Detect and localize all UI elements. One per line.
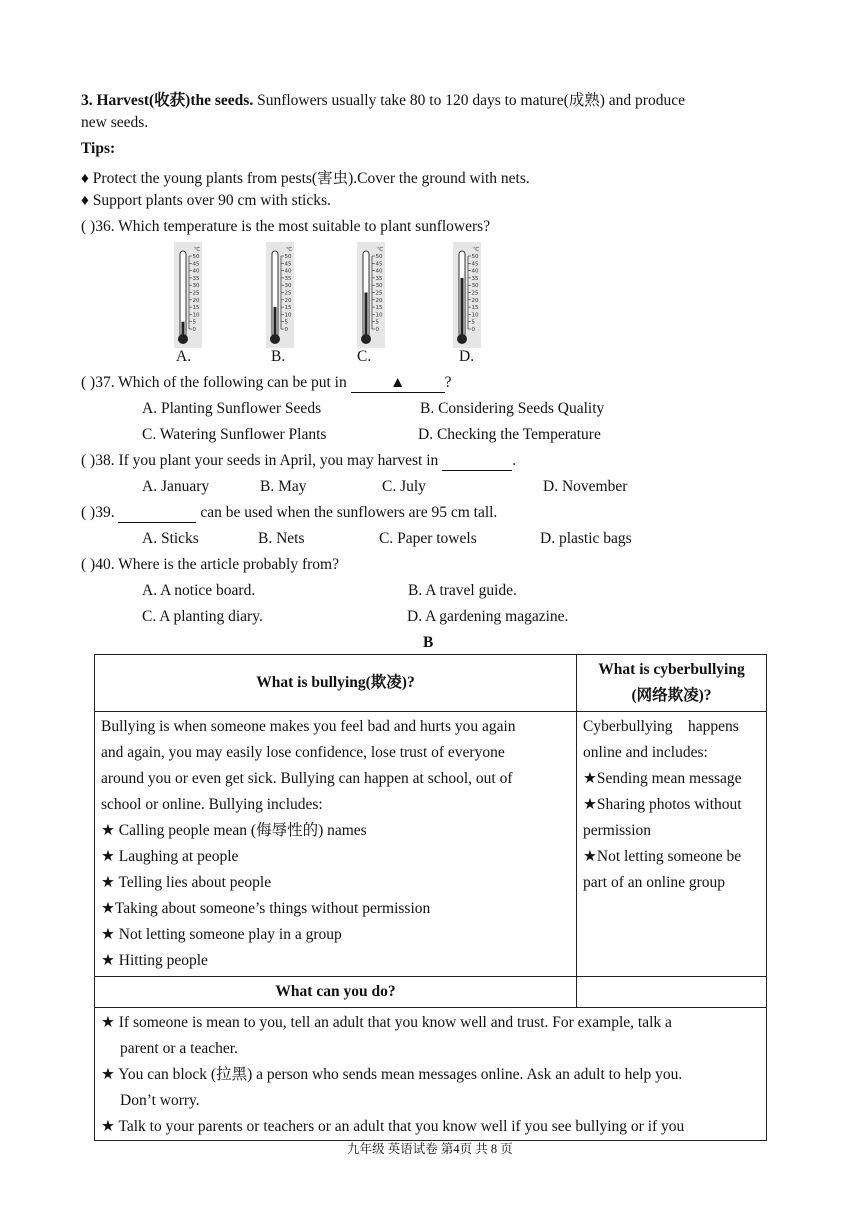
thermometer-tick-label: 0 [192,327,196,333]
thermometer-unit: ℃ [194,247,201,253]
q38-option-c: C. July [382,478,426,495]
q37-option-c: C. Watering Sunflower Plants [142,426,327,443]
thermometer-tick-label: 15 [375,305,383,312]
thermometer-tick-label: 30 [192,283,200,290]
blank-triangle: ▲ [351,374,445,393]
thermometer-tick-label: 45 [375,261,383,268]
thermometer-tick-label: 35 [284,275,292,282]
list-item: ★ Hitting people [101,952,208,969]
answer-paren: ( ) [81,218,96,235]
list-item: ★Not letting someone be [583,848,742,865]
list-item: ★ Laughing at people [101,848,239,865]
question-36-stem: 36. Which temperature is the most suitable to plant sunflowers? [95,218,491,235]
thermometer-label-b: B. [271,348,286,365]
thermometer-tick-label: 20 [192,297,200,304]
q40-option-a: A. A notice board. [142,582,256,599]
thermometer-unit: ℃ [377,247,384,253]
thermometer-label-a: A. [176,348,192,365]
thermometer-mercury [365,293,368,340]
bullying-table [94,654,767,1141]
page-footer: 九年级 英语试卷 第4页 共 8 页 [347,1142,513,1156]
thermometer-tick-label: 45 [192,261,200,268]
question-40: ( )40. Where is the article probably from? [81,556,339,573]
thermometer-tick-label: 20 [375,297,383,304]
thermometer-a [174,242,202,348]
thermometer-b [266,242,294,348]
list-item: ★ You can block (拉黑) a person who sends mean messages online. Ask an adult to help you. [101,1066,683,1083]
header-what-can-you-do: What can you do? [95,977,577,1008]
thermometer-c [357,242,385,348]
thermometer-tick-label: 30 [471,283,479,290]
thermometer-label-c: C. [357,348,372,365]
section3-line1 [81,88,685,110]
q40-option-b: B. A travel guide. [408,582,517,599]
thermometer-tick-label: 35 [375,275,383,282]
list-item: ★Sharing photos without [583,796,742,813]
tip-2: ♦ Support plants over 90 cm with sticks. [81,192,331,209]
thermometer-tick-label: 15 [192,305,200,312]
list-item: ★Sending mean message [583,770,742,787]
thermometer-tick-label: 35 [471,275,479,282]
thermometer-tick-label: 10 [284,312,292,319]
cyberbullying-description: Cyberbullying happens online and includes: ★Sending mean message ★Sharing photos without permission ★Not letting someone be part of an online group [577,712,767,977]
question-39: ( )39. can be used when the sunflowers are 95 cm tall. [81,504,498,521]
list-item: ★ Not letting someone play in a group [101,926,342,943]
q37-option-a: A. Planting Sunflower Seeds [142,400,322,417]
thermometer-label-d: D. [459,348,475,365]
thermometer-mercury [274,307,277,339]
thermometer-tick-label: 5 [471,319,475,326]
header-bullying: What is bullying(欺凌)? [95,655,577,712]
thermometer-d [453,242,481,348]
thermometer-tick-label: 10 [375,312,383,319]
q39-option-d: D. plastic bags [540,530,632,547]
thermometer-tick-label: 45 [471,261,479,268]
thermometer-tick-label: 5 [375,319,379,326]
answer-paren: ( ) [81,504,96,521]
thermometer-tick-label: 35 [192,275,200,282]
list-item: ★ Calling people mean (侮辱性的) names [101,822,367,839]
thermometer-tick-label: 20 [284,297,292,304]
list-item: ★ If someone is mean to you, tell an adult that you know well and trust. For example, talk a [101,1014,672,1031]
q40-option-d: D. A gardening magazine. [407,608,569,625]
thermometer-tick-label: 40 [192,268,200,275]
thermometer-tick-label: 25 [471,290,479,297]
answer-paren: ( ) [81,452,96,469]
q40-option-c: C. A planting diary. [142,608,263,625]
what-can-you-do-content: ★ If someone is mean to you, tell an adult that you know well and trust. For example, talk a parent or a teacher. ★ You can block (拉黑) a person who sends mean messages online. Ask an adult to help you. Don’t worry. ★ Talk to your parents or teachers or an adult that you know well if you see bullying or if you [95,1008,767,1141]
section3-text: Sunflowers usually take 80 to 120 days to mature(成熟) and produce [253,92,685,109]
answer-paren: ( ) [81,374,96,391]
thermometer-tick-label: 10 [471,312,479,319]
thermometer-tick-label: 15 [284,305,292,312]
thermometer-tick-label: 50 [471,254,479,260]
thermometer-mercury [461,278,464,339]
q39-option-b: B. Nets [258,530,305,547]
q37-option-d: D. Checking the Temperature [418,426,601,443]
q38-option-b: B. May [260,478,307,495]
empty-cell [577,977,767,1008]
thermometer-tick-label: 25 [375,290,383,297]
q39-option-a: A. Sticks [142,530,199,547]
blank [118,504,196,523]
thermometer-tick-label: 30 [284,283,292,290]
section3-title: 3. Harvest(收获)the seeds. [81,92,254,109]
thermometer-tick-label: 0 [284,327,288,333]
q38-option-a: A. January [142,478,210,495]
question-36 [81,218,490,236]
list-item: ★Taking about someone’s things without permission [101,900,431,917]
answer-paren: ( ) [81,556,96,573]
thermometer-tick-label: 25 [284,290,292,297]
header-cyberbullying: What is cyberbullying (网络欺凌)? [577,655,767,712]
q39-option-c: C. Paper towels [379,530,477,547]
bullying-description: Bullying is when someone makes you feel bad and hurts you again and again, you may easily lose confidence, lose trust of everyone around you or even get sick. Bullying can happen at school, out of school or online. Bullying includes: ★ Calling people mean (侮辱性的) names ★ Laughing at people ★ Telling lies about people ★Taking about someone’s things without permission ★ Not letting someone play in a group ★ Hitting people [95,712,577,977]
thermometer-tick-label: 5 [284,319,288,326]
thermometer-tick-label: 50 [284,254,292,260]
thermometer-tick-label: 40 [375,268,383,275]
list-item: ★ Telling lies about people [101,874,272,891]
thermometer-tick-label: 30 [375,283,383,290]
q37-option-b: B. Considering Seeds Quality [420,400,605,417]
section3-line2: new seeds. [81,114,149,131]
thermometer-tick-label: 20 [471,297,479,304]
question-37: ( )37. Which of the following can be put in ▲ ? [81,374,452,391]
tips-label: Tips: [81,140,116,157]
list-item: ★ Talk to your parents or teachers or an adult that you know well if you see bullying or if you [101,1118,685,1135]
thermometer-tick-label: 0 [471,327,475,333]
thermometer-unit: ℃ [286,247,293,253]
thermometer-tick-label: 40 [284,268,292,275]
blank [442,452,512,471]
q38-option-d: D. November [543,478,628,495]
thermometer-tick-label: 25 [192,290,200,297]
thermometer-unit: ℃ [473,247,480,253]
thermometer-tick-label: 10 [192,312,200,319]
thermometer-tick-label: 0 [375,327,379,333]
thermometer-tick-label: 50 [192,254,200,260]
section-b-label: B [423,634,434,651]
thermometer-mercury [182,322,185,339]
tip-1: ♦ Protect the young plants from pests(害虫).Cover the ground with nets. [81,170,530,187]
thermometer-tick-label: 15 [471,305,479,312]
thermometer-tick-label: 40 [471,268,479,275]
thermometer-tick-label: 50 [375,254,383,260]
thermometer-tick-label: 5 [192,319,196,326]
thermometer-tick-label: 45 [284,261,292,268]
question-38: ( )38. If you plant your seeds in April, you may harvest in . [81,452,517,469]
